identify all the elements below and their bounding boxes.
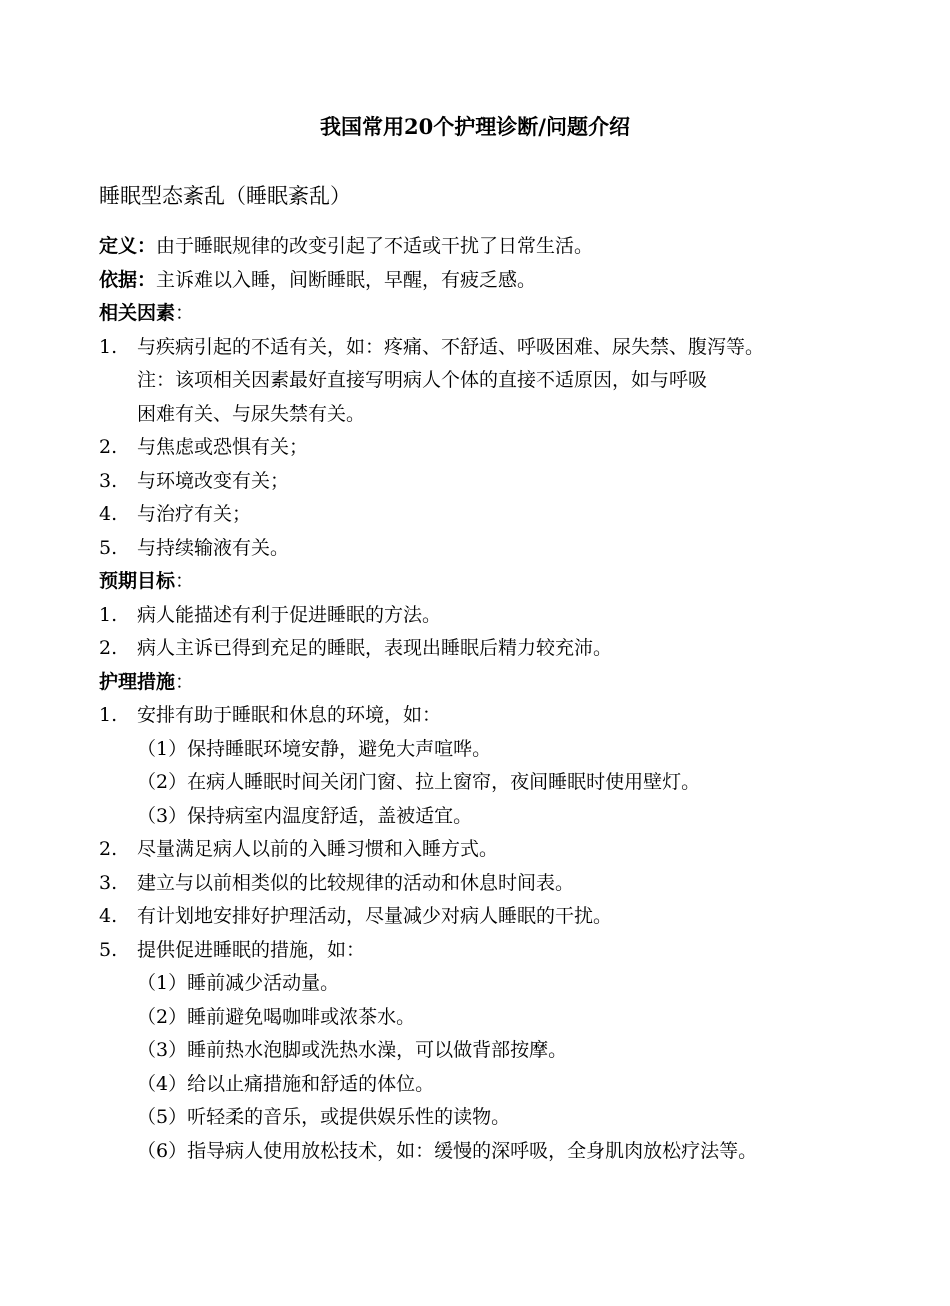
- sub-list-item: （5）听轻柔的音乐，或提供娱乐性的读物。: [137, 1106, 511, 1128]
- list-text: 与疾病引起的不适有关，如：疼痛、不舒适、呼吸困难、尿失禁、腹泻等。: [137, 335, 765, 358]
- definition-line: [99, 230, 879, 264]
- list-text: 与治疗有关；: [137, 503, 252, 525]
- list-number: 2.: [99, 637, 118, 659]
- list-number: 2.: [99, 436, 118, 458]
- list-text: 与环境改变有关；: [137, 469, 290, 492]
- definition-text: 由于睡眠规律的改变引起了不适或干扰了日常生活。: [156, 235, 594, 257]
- list-text: 有计划地安排好护理活动，尽量减少对病人睡眠的干扰。: [137, 905, 613, 927]
- list-text: 建立与以前相类似的比较规律的活动和休息时间表。: [137, 871, 575, 894]
- sub-list-item: （6）指导病人使用放松技术，如：缓慢的深呼吸，全身肌肉放松疗法等。: [137, 1139, 758, 1162]
- factors-label: 相关因素: [99, 302, 176, 324]
- list-item: [99, 498, 879, 532]
- factors-colon: ：: [175, 302, 195, 324]
- section-heading: 睡眠型态紊乱（睡眠紊乱）: [99, 184, 351, 208]
- list-text: 病人能描述有利于促进睡眠的方法。: [137, 603, 442, 626]
- measures-label: 护理措施: [99, 670, 176, 693]
- list-item: [99, 532, 879, 566]
- list-number: 4.: [99, 503, 118, 525]
- sub-list-item: （3）保持病室内温度舒适，盖被适宜。: [137, 804, 473, 827]
- page-title: 我国常用20个护理诊断/问题介绍: [320, 114, 630, 139]
- list-item: [99, 900, 879, 934]
- document-body: [99, 230, 879, 1168]
- list-number: 1.: [99, 603, 118, 626]
- list-number: 3.: [99, 871, 118, 894]
- factors-heading: [99, 297, 879, 331]
- factor-note-line: 困难有关、与尿失禁有关。: [137, 402, 366, 425]
- list-item: [99, 599, 879, 633]
- list-number: 5.: [99, 938, 118, 961]
- sub-list-item: （1）保持睡眠环境安静，避免大声喧哗。: [137, 737, 492, 760]
- list-text: 与持续输液有关。: [137, 536, 290, 559]
- list-item: [99, 431, 879, 465]
- list-number: 4.: [99, 905, 118, 927]
- basis-label: 依据：: [99, 268, 157, 291]
- sub-list-item: （3）睡前热水泡脚或洗热水澡，可以做背部按摩。: [137, 1039, 568, 1061]
- goals-colon: ：: [175, 570, 195, 592]
- measures-heading: [99, 666, 879, 700]
- list-number: 1.: [99, 335, 118, 358]
- sub-list-item: （2）睡前避免喝咖啡或浓茶水。: [137, 1005, 416, 1028]
- list-item: [99, 867, 879, 901]
- list-text: 安排有助于睡眠和休息的环境，如：: [137, 704, 442, 726]
- list-item: [99, 833, 879, 867]
- basis-line: [99, 264, 879, 298]
- sub-list-item: （1）睡前减少活动量。: [137, 972, 340, 994]
- list-item: [99, 934, 879, 968]
- measures-colon: ：: [175, 670, 195, 693]
- goals-label: 预期目标: [99, 570, 176, 592]
- factor-note-line: 注：该项相关因素最好直接写明病人个体的直接不适原因，如与呼吸: [137, 369, 708, 391]
- definition-label: 定义：: [99, 235, 157, 257]
- list-text: 病人主诉已得到充足的睡眠，表现出睡眠后精力较充沛。: [137, 637, 613, 659]
- list-item: [99, 465, 879, 499]
- sub-list-item: （2）在病人睡眠时间关闭门窗、拉上窗帘，夜间睡眠时使用壁灯。: [137, 771, 701, 793]
- list-number: 3.: [99, 469, 118, 492]
- basis-text: 主诉难以入睡，间断睡眠，早醒，有疲乏感。: [156, 268, 537, 291]
- list-item: [99, 699, 879, 733]
- list-item: [99, 331, 879, 365]
- list-number: 2.: [99, 838, 118, 860]
- goals-heading: [99, 565, 879, 599]
- list-item: [99, 632, 879, 666]
- sub-list-item: （4）给以止痛措施和舒适的体位。: [137, 1072, 435, 1095]
- list-number: 5.: [99, 536, 118, 559]
- list-text: 与焦虑或恐惧有关；: [137, 436, 309, 458]
- list-number: 1.: [99, 704, 118, 726]
- list-text: 尽量满足病人以前的入睡习惯和入睡方式。: [137, 838, 499, 860]
- list-text: 提供促进睡眠的措施，如：: [137, 938, 366, 961]
